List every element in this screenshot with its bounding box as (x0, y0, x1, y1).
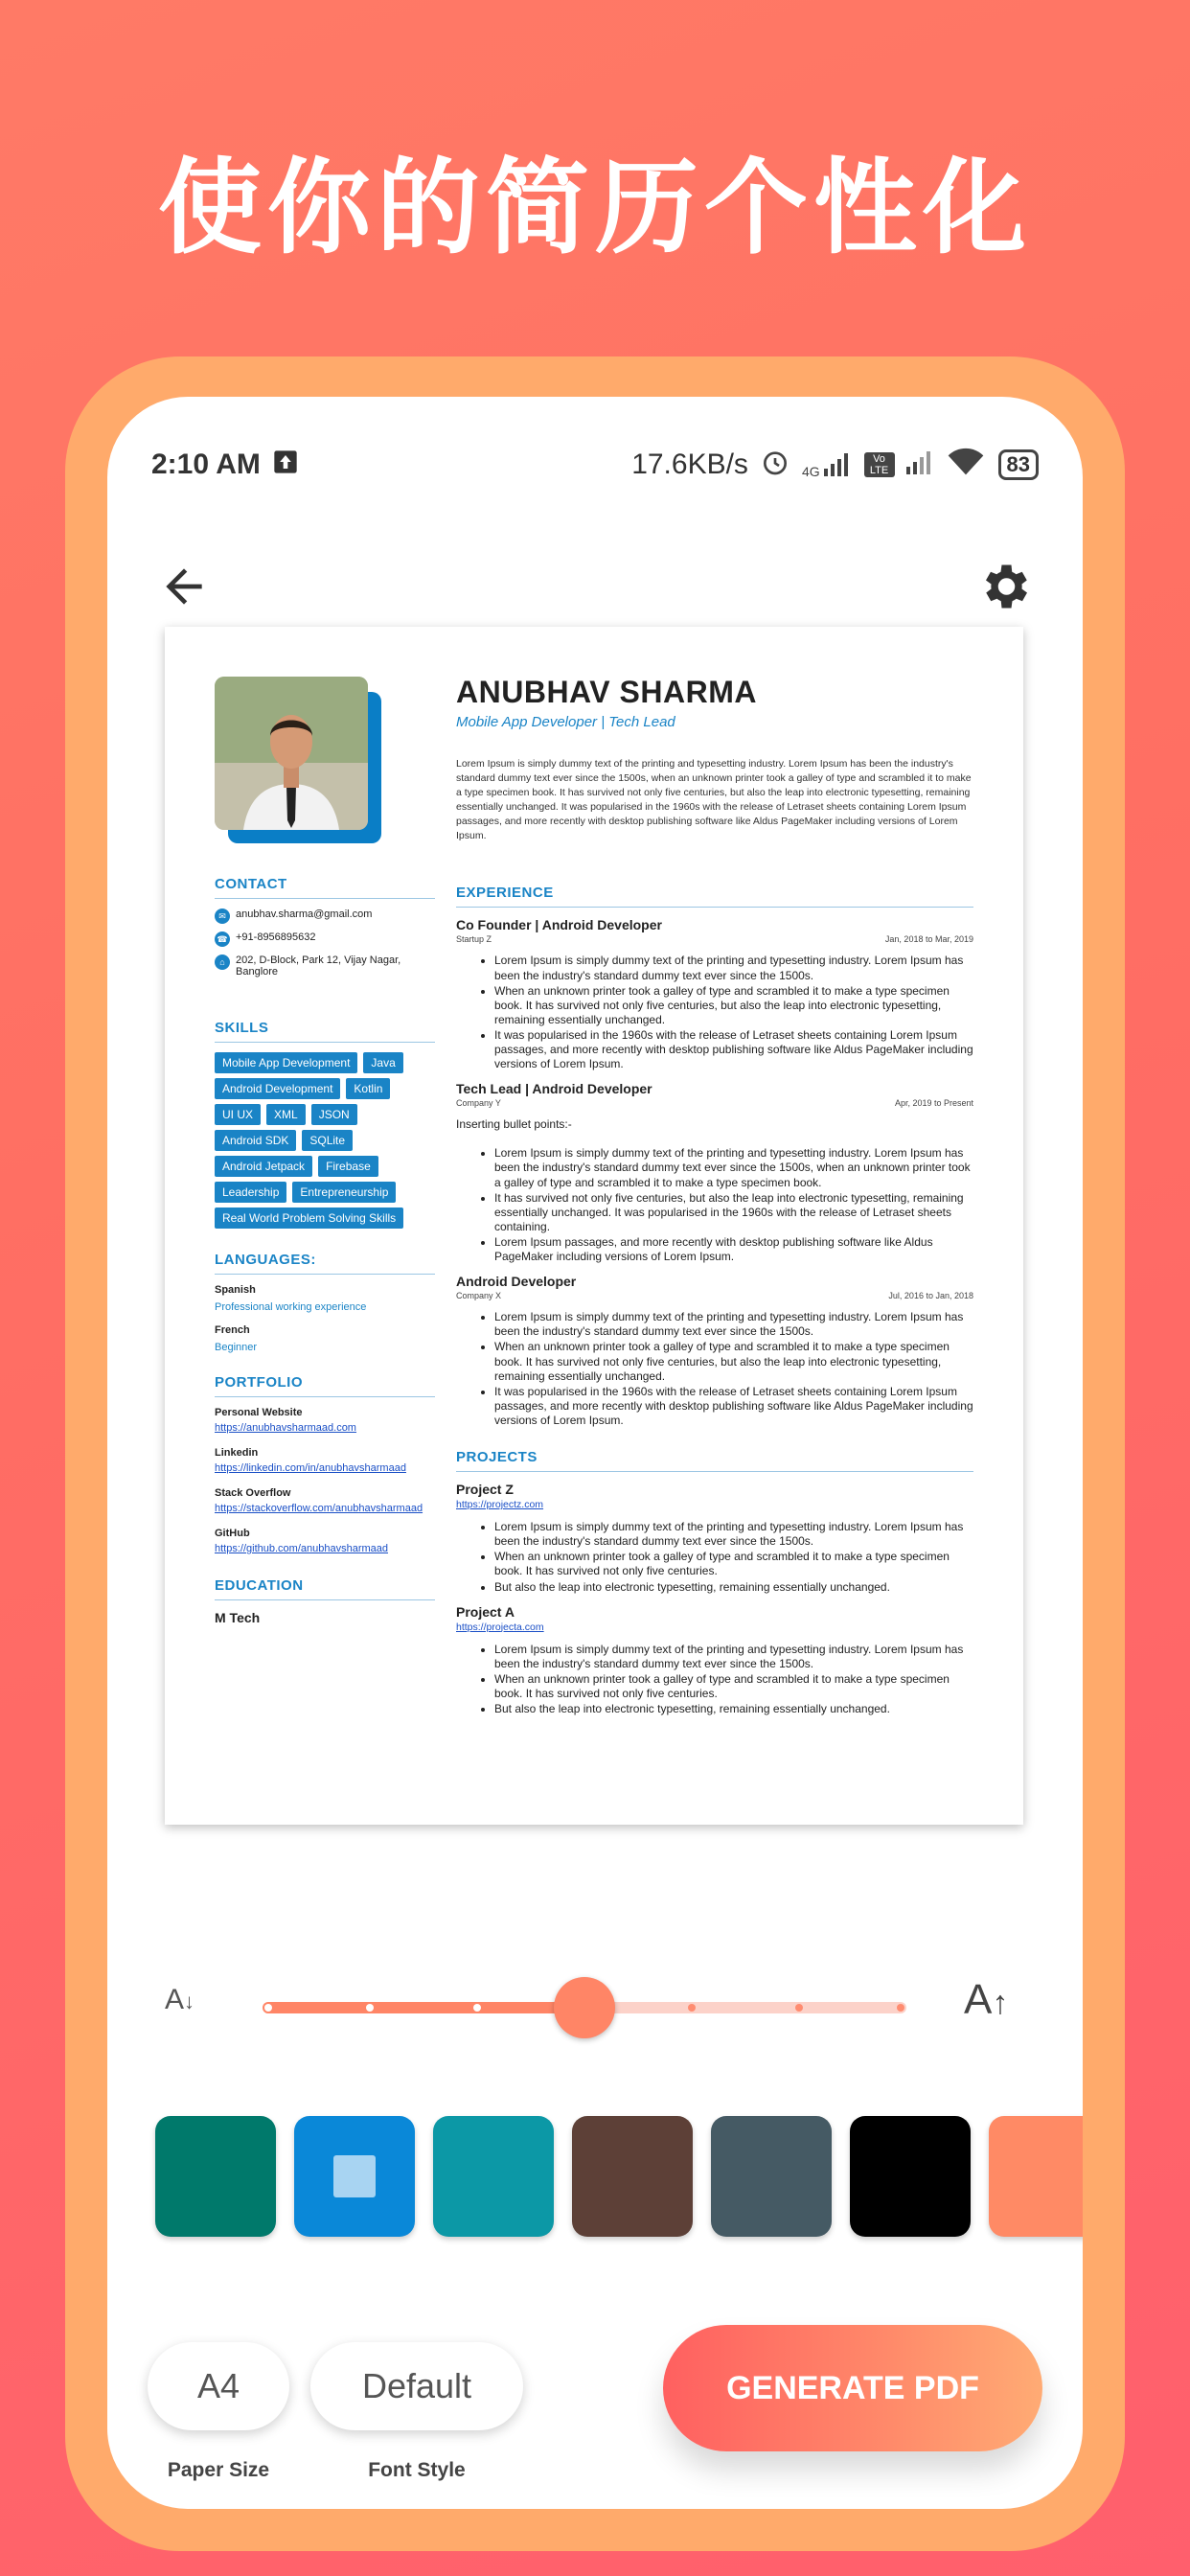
selected-indicator (333, 2155, 376, 2197)
project-bullets (456, 1643, 973, 1717)
language-name: French (215, 1324, 250, 1336)
education-title: EDUCATION (215, 1577, 435, 1600)
bullet-item: • When an unknown printer took a galley of type and scrambled it to make a type specimen book. It has survived not only five centuries, but also the leap into electronic typesetting, remaining essentially unchanged. (494, 1340, 973, 1383)
portfolio-link[interactable]: https://anubhavsharmaad.com (215, 1422, 356, 1434)
bullet-item: • But also the leap into electronic typesetting, remaining essentially unchanged. (494, 1702, 973, 1716)
job-intro: Inserting bullet points:- (456, 1117, 572, 1132)
signal-4g-label: 4G (801, 463, 820, 479)
job-dates: Apr, 2019 to Present (894, 1098, 973, 1109)
bullet-item: • It has survived not only five centuries, but also the leap into electronic typesetting, remaining essentially unchanged. It was popularised in the 1960s with the release of Letraset sheets containing. (494, 1191, 973, 1234)
job-meta (456, 1291, 973, 1300)
skill-chip: Mobile App Development (215, 1052, 357, 1073)
job-title: Android Developer (456, 1274, 577, 1290)
phone-icon: ☎ (215, 932, 230, 947)
contact-address (215, 954, 435, 978)
bullet-item: • Lorem Ipsum passages, and more recently with desktop publishing software like Aldus PageMaker including versions of Lorem Ipsum. (494, 1235, 973, 1264)
back-arrow-icon[interactable] (157, 560, 211, 613)
slider-tick[interactable] (795, 2004, 803, 2012)
color-swatch[interactable] (850, 2116, 971, 2237)
slider-tick[interactable] (264, 2004, 272, 2012)
home-icon: ⌂ (215, 954, 230, 970)
slider-fill (263, 2002, 584, 2013)
signal-4g-icon (802, 451, 853, 479)
resume-main (456, 677, 973, 1726)
bullet-item: • When an unknown printer took a galley of type and scrambled it to make a type specimen book. It has survived not only five centuries. (494, 1550, 973, 1578)
project-name: Project Z (456, 1482, 514, 1498)
status-time: 2:10 AM (151, 448, 261, 480)
bullet-item: • Lorem Ipsum is simply dummy text of the printing and typesetting industry. Lorem Ipsum has been the industry's standard dummy text ever since the 1500s. (494, 1310, 973, 1339)
job-company: Company Y (456, 1098, 501, 1109)
bullet-item: • Lorem Ipsum is simply dummy text of the printing and typesetting industry. Lorem Ipsum has been the industry's standard dummy text ever since the 1500s. (494, 954, 973, 982)
text-size-increase-icon[interactable]: A↑ (964, 1976, 1009, 2023)
color-swatch[interactable] (155, 2116, 276, 2237)
language-level: Beginner (215, 1342, 258, 1353)
paper-size-label: Paper Size (167, 2459, 270, 2481)
skill-chip: Entrepreneurship (292, 1182, 396, 1203)
job-bullets (456, 954, 973, 1071)
skill-chip: SQLite (302, 1130, 353, 1151)
text-size-decrease-icon[interactable]: A↓ (165, 1984, 195, 2015)
slider-tick[interactable] (897, 2004, 904, 2012)
bullet-item: • But also the leap into electronic typesetting, remaining essentially unchanged. (494, 1580, 973, 1595)
project-bullets (456, 1520, 973, 1595)
portfolio-name: GitHub (215, 1528, 250, 1539)
font-style-button[interactable]: Default (310, 2342, 523, 2430)
color-swatch[interactable] (572, 2116, 693, 2237)
experience-title: EXPERIENCE (456, 885, 973, 908)
paper-size-button[interactable]: A4 (148, 2342, 289, 2430)
font-size-slider (107, 1968, 1083, 2045)
resume-name: ANUBHAV SHARMA (456, 675, 757, 709)
profile-photo (215, 677, 381, 843)
job-bullets (456, 1146, 973, 1264)
skill-chip: Android SDK (215, 1130, 296, 1151)
phone-screen (107, 397, 1083, 2509)
cell-signal-icon (906, 449, 935, 481)
bullet-item: • It was popularised in the 1960s with the release of Letraset sheets containing Lorem Ipsum passages, and more recently with desktop publishing software like Aldus PageMaker including versions of Lorem Ipsum. (494, 1028, 973, 1071)
bullet-item: • When an unknown printer took a galley of type and scrambled it to make a type specimen book. It has survived not only five centuries, but also the leap into electronic typesetting, remaining essentially unchanged. (494, 984, 973, 1027)
resume-sidebar (215, 677, 435, 1625)
alarm-icon (760, 447, 790, 484)
skill-chip: Android Development (215, 1078, 340, 1099)
portfolio-link[interactable]: https://linkedin.com/in/anubhavsharmaad (215, 1462, 406, 1474)
language-name: Spanish (215, 1284, 256, 1296)
phone-frame (65, 356, 1125, 2551)
job-dates: Jan, 2018 to Mar, 2019 (884, 934, 973, 945)
job-meta (456, 1098, 973, 1108)
skill-chip: JSON (311, 1104, 357, 1125)
skills-title: SKILLS (215, 1020, 435, 1043)
portfolio-title: PORTFOLIO (215, 1374, 435, 1397)
slider-tick[interactable] (688, 2004, 696, 2012)
job-company: Company X (456, 1291, 502, 1301)
bullet-item: • Lorem Ipsum is simply dummy text of the printing and typesetting industry. Lorem Ipsum has been the industry's standard dummy text ever since the 1500s. (494, 1643, 973, 1671)
bullet-item: • Lorem Ipsum is simply dummy text of the printing and typesetting industry. Lorem Ipsum has been the industry's standard dummy text ever since the 1500s, when an unknown printer took a galley of type and scrambled it to make a type specimen book. (494, 1146, 973, 1189)
job-title: Co Founder | Android Developer (456, 917, 662, 933)
contact-address-text: 202, D-Block, Park 12, Vijay Nagar, Banglore (236, 954, 401, 978)
font-style-label: Font Style (368, 2459, 466, 2481)
skill-chip: Leadership (215, 1182, 286, 1203)
skill-chip: Firebase (318, 1156, 378, 1177)
bullet-item: • Lorem Ipsum is simply dummy text of the printing and typesetting industry. Lorem Ipsum has been the industry's standard dummy text ever since the 1500s. (494, 1520, 973, 1549)
skill-chip: Real World Problem Solving Skills (215, 1208, 403, 1229)
generate-pdf-button[interactable]: GENERATE PDF (663, 2325, 1042, 2451)
color-swatch[interactable] (989, 2116, 1083, 2237)
email-icon: ✉ (215, 908, 230, 924)
portfolio-name: Stack Overflow (215, 1487, 291, 1499)
slider-track[interactable] (263, 2002, 906, 2013)
portfolio-name: Personal Website (215, 1407, 303, 1418)
skill-chip: UI UX (215, 1104, 261, 1125)
slider-thumb[interactable] (554, 1977, 615, 2038)
job-dates: Jul, 2016 to Jan, 2018 (888, 1291, 973, 1301)
skill-chip: XML (266, 1104, 306, 1125)
education-degree: M Tech (215, 1610, 261, 1625)
portfolio-link[interactable]: https://github.com/anubhavsharmaad (215, 1543, 389, 1554)
language-level: Professional working experience (215, 1301, 367, 1313)
contact-email-text: anubhav.sharma@gmail.com (236, 908, 373, 920)
status-bar (151, 441, 1039, 489)
battery-icon: 83 (998, 449, 1039, 480)
slider-tick[interactable] (473, 2004, 481, 2012)
resume-role: Mobile App Developer | Tech Lead (456, 714, 675, 730)
resume-summary: Lorem Ipsum is simply dummy text of the printing and typesetting industry. Lorem Ipsum has been the industry's standard dummy text ever since the 1500s, when an unknown printer took a galley of type and scrambled it to make a type specimen book. It has survived not only five centuries, but also the leap into electronic typesetting, remaining essentially unchanged. It was popularised in the 1960s with the release of Letraset sheets containing Lorem Ipsum passages, and more recently with desktop publishing software like Aldus PageMaker including versions of Lorem Ipsum. (456, 758, 972, 841)
project-name: Project A (456, 1603, 515, 1620)
skills-list (215, 1052, 435, 1229)
portfolio-name: Linkedin (215, 1447, 259, 1459)
color-swatch[interactable] (433, 2116, 554, 2237)
resume-preview[interactable] (165, 627, 1023, 1825)
project-link[interactable]: https://projecta.com (456, 1621, 544, 1633)
job-title: Tech Lead | Android Developer (456, 1081, 652, 1097)
volte-icon: Vo LTE (864, 452, 895, 477)
projects-title: PROJECTS (456, 1449, 973, 1472)
portfolio-link[interactable]: https://stackoverflow.com/anubhavsharmaad (215, 1503, 423, 1514)
project-link[interactable]: https://projectz.com (456, 1499, 544, 1511)
upload-icon (272, 448, 299, 482)
color-swatches (155, 2116, 1083, 2241)
skill-chip: Java (363, 1052, 402, 1073)
skill-chip: Android Jetpack (215, 1156, 312, 1177)
contact-phone-text: +91-8956895632 (236, 932, 316, 943)
color-swatch[interactable] (711, 2116, 832, 2237)
contact-email[interactable] (215, 908, 435, 924)
languages-title: LANGUAGES: (215, 1252, 435, 1275)
skill-chip: Kotlin (346, 1078, 390, 1099)
bullet-item: • When an unknown printer took a galley of type and scrambled it to make a type specimen book. It has survived not only five centuries. (494, 1672, 973, 1701)
slider-tick[interactable] (366, 2004, 374, 2012)
color-swatch[interactable] (294, 2116, 415, 2237)
contact-title: CONTACT (215, 876, 435, 899)
profile-image (215, 677, 368, 830)
job-company: Startup Z (456, 934, 492, 945)
gear-icon[interactable] (975, 558, 1033, 615)
contact-phone[interactable] (215, 932, 435, 947)
bullet-item: • It was popularised in the 1960s with the release of Letraset sheets containing Lorem Ipsum passages, and more recently with desktop publishing software like Aldus PageMaker including versions of Lorem Ipsum. (494, 1385, 973, 1428)
wifi-icon (947, 448, 985, 483)
job-bullets (456, 1310, 973, 1428)
network-speed: 17.6KB/s (631, 448, 748, 480)
job-meta (456, 934, 973, 944)
headline: 使你的简历个性化 (157, 149, 1032, 268)
